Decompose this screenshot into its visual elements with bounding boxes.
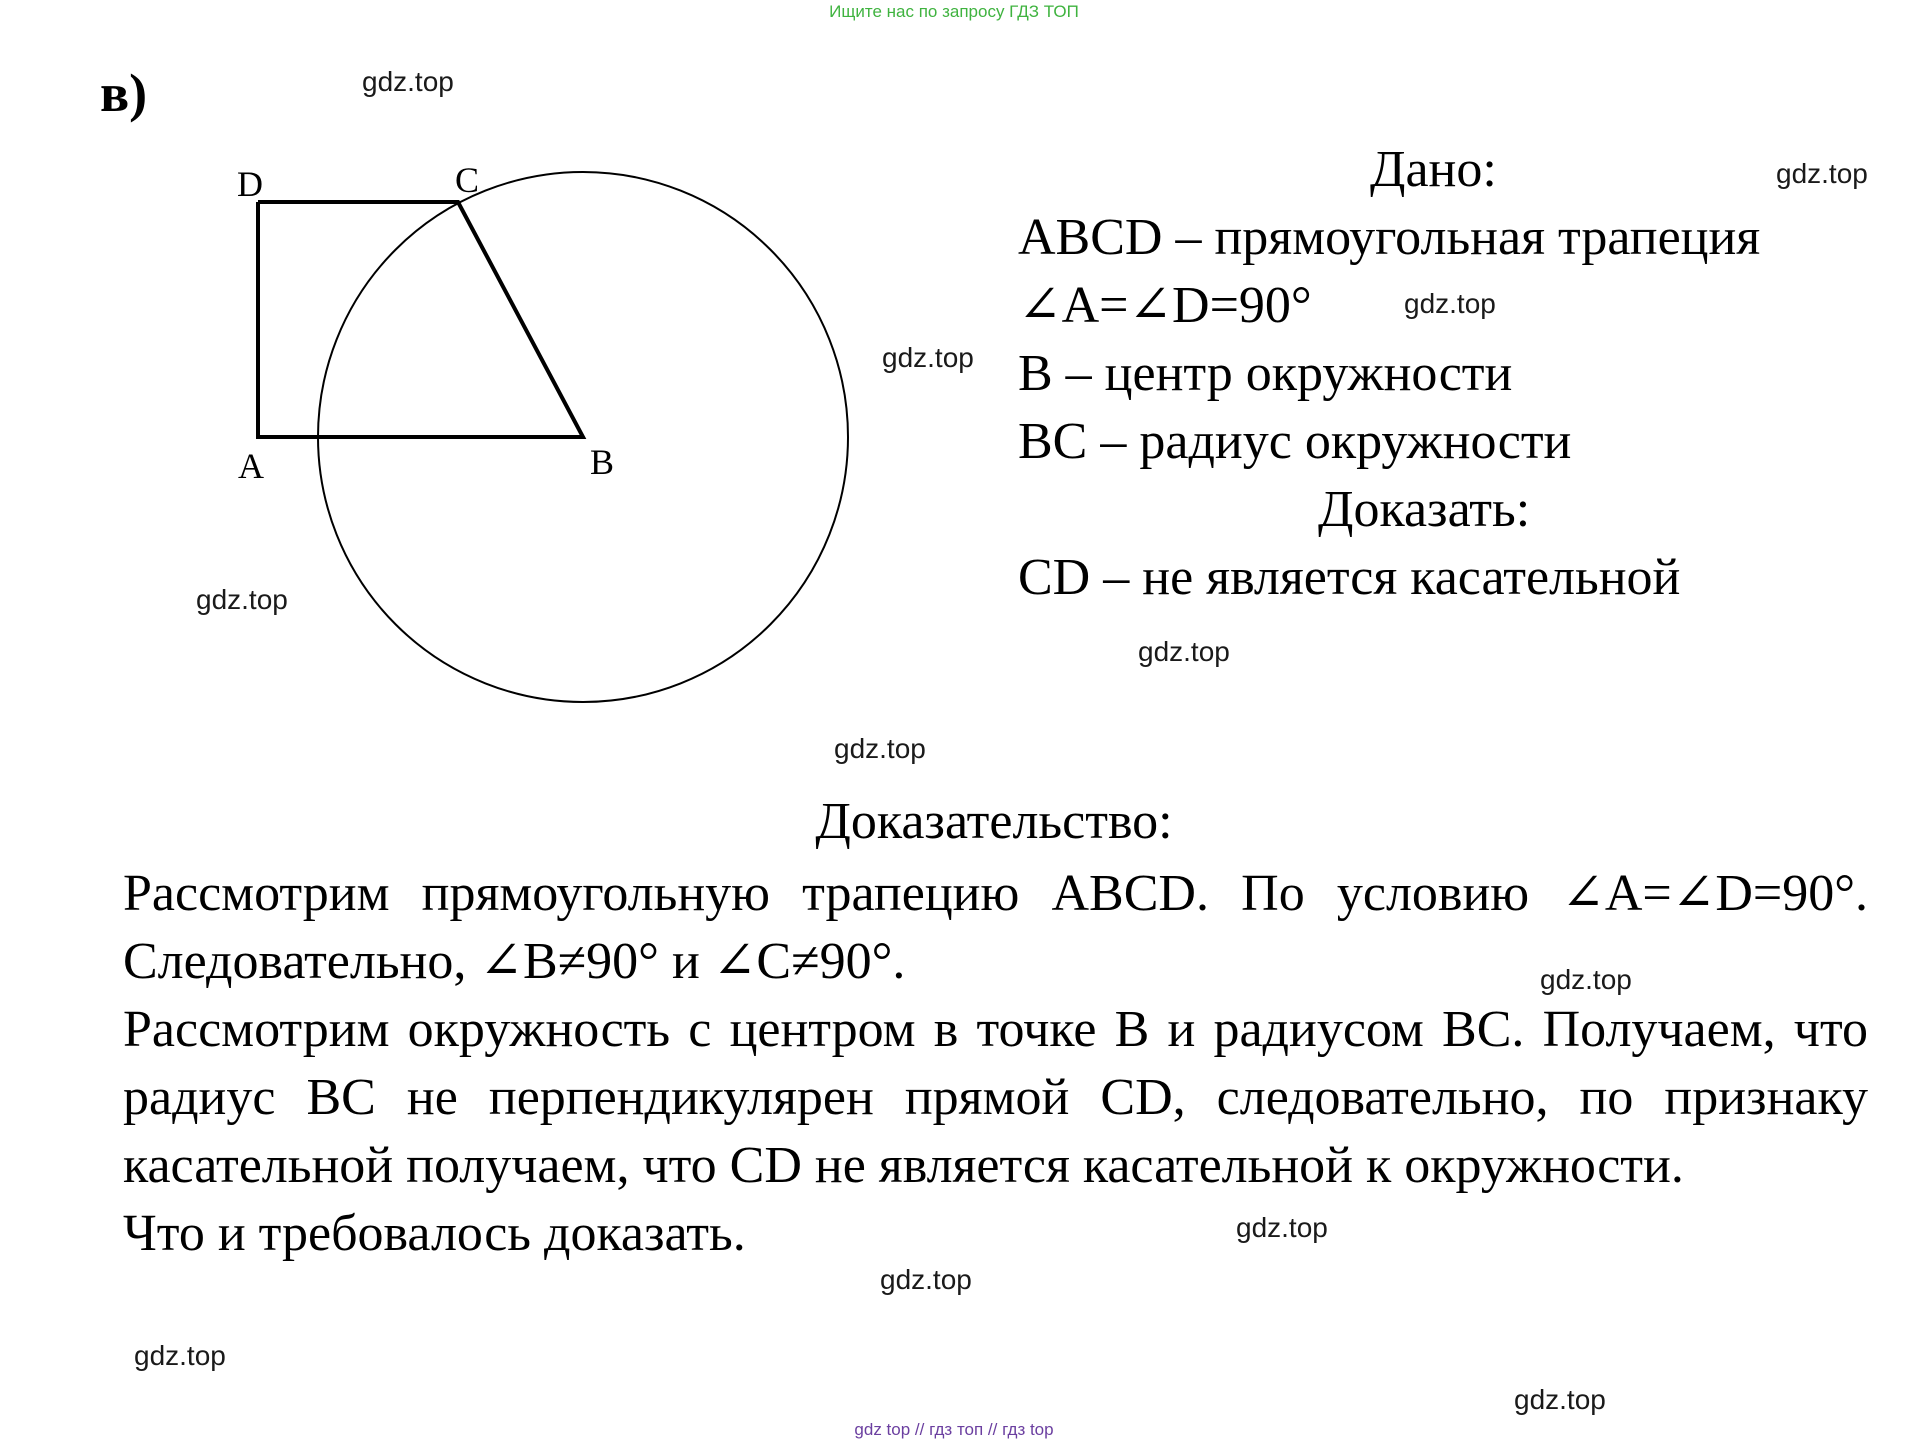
watermark: gdz.top [882, 342, 974, 373]
watermark: gdz.top [1138, 636, 1230, 667]
watermark: gdz.top [834, 733, 926, 764]
trapezoid-abcd [258, 202, 583, 437]
top-banner[interactable]: Ищите нас по запросу ГДЗ ТОП [829, 2, 1079, 21]
watermark: gdz.top [1776, 158, 1868, 189]
watermark: gdz.top [134, 1340, 226, 1371]
label-a: A [238, 446, 264, 486]
proof-body [123, 860, 1868, 1268]
proof-title: Доказательство: [815, 793, 1173, 850]
watermark: gdz.top [1514, 1384, 1606, 1415]
watermark: gdz.top [880, 1264, 972, 1295]
proof-paragraph-3: Что и требовалось доказать. [123, 1205, 746, 1262]
given-line-2: ∠A=∠D=90° [1018, 277, 1312, 334]
given-line-3: B – центр окружности [1018, 345, 1513, 402]
watermark: gdz.top [1404, 288, 1496, 319]
watermark: gdz.top [1540, 964, 1632, 995]
prove-title: Доказать: [1318, 481, 1531, 538]
watermark: gdz.top [1236, 1212, 1328, 1243]
prove-line: CD – не является касательной [1018, 549, 1681, 606]
proof-paragraph-1: Рассмотрим прямоугольную трапецию ABCD. По условию ∠A=∠D=90°. Следовательно, ∠B≠90° и ∠C≠90°. [123, 865, 1868, 990]
given-line-4: BC – радиус окружности [1018, 413, 1572, 470]
footer-links[interactable]: gdz top // гдз топ // гдз top [854, 1420, 1054, 1439]
label-c: C [455, 160, 480, 200]
proof-paragraph-2: Рассмотрим окружность с центром в точке B и радиусом BC. Получаем, что радиус BC не перпендикулярен прямой CD, следовательно, по признаку касательной получаем, что CD не является касательной к окружности. [123, 1001, 1868, 1194]
given-line-1: ABCD – прямоугольная трапеция [1018, 209, 1761, 266]
label-d: D [237, 164, 263, 204]
watermark: gdz.top [362, 66, 454, 97]
part-label: в) [100, 63, 148, 123]
given-title: Дано: [1370, 141, 1497, 198]
label-b: B [590, 442, 615, 482]
watermark: gdz.top [196, 584, 288, 615]
